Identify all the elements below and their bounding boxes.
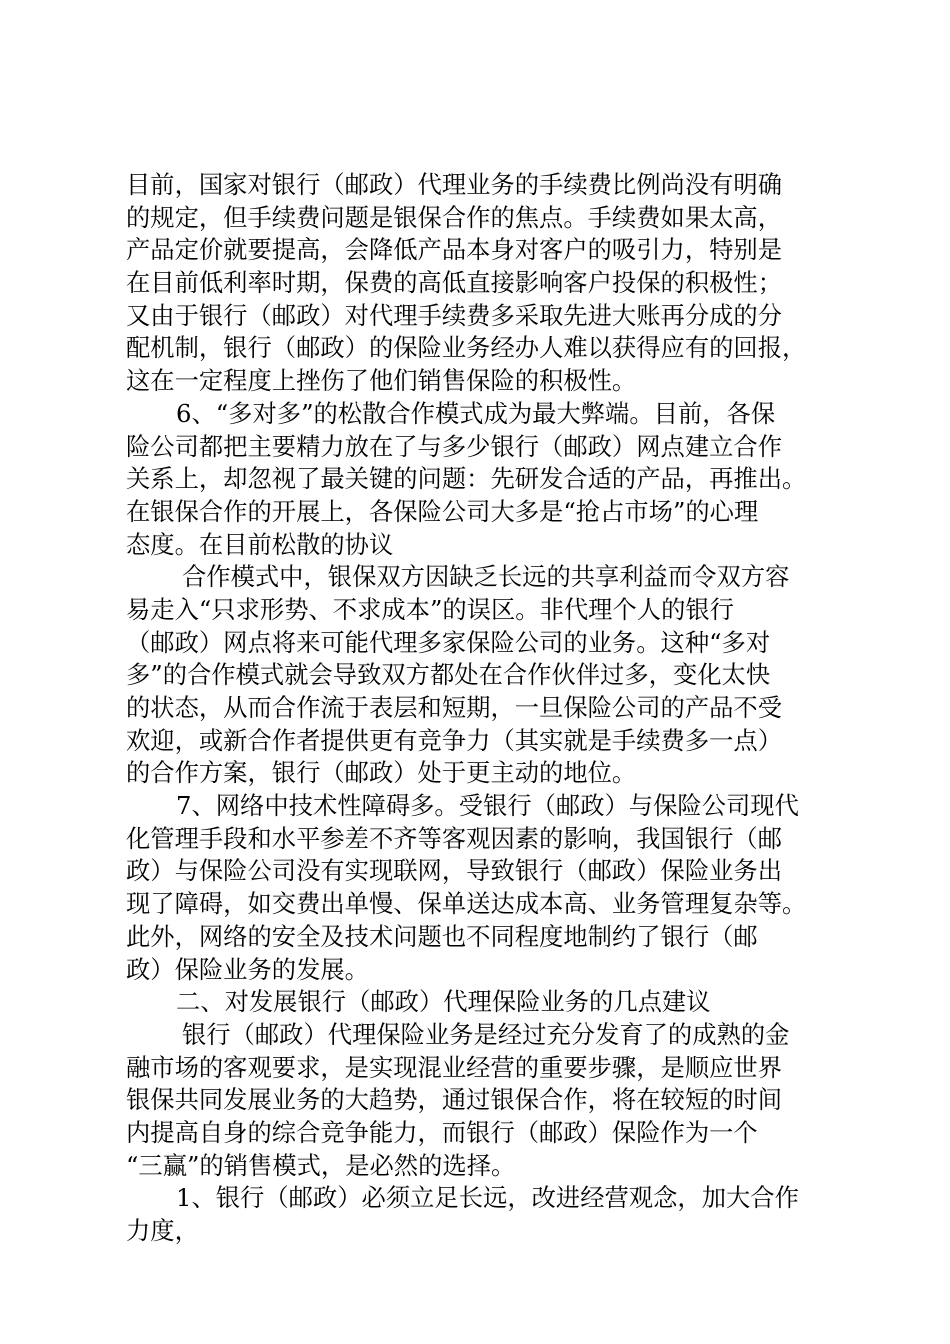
- document-text-line: 1、银行（邮政）必须立足长远，改进经营观念，加大合作: [176, 1183, 799, 1213]
- document-text-body: [126, 169, 846, 1248]
- document-text-line: 又由于银行（邮政）对代理手续费多采取先进大账再分成的分: [126, 300, 783, 330]
- document-text-line: “三赢”的销售模式，是必然的选择。: [126, 1150, 516, 1180]
- document-text-line: 现了障碍，如交费出单慢、保单送达成本高、业务管理复杂等。: [126, 889, 807, 919]
- document-text-line: 政）保险业务的发展。: [126, 954, 369, 984]
- document-text-line: 产品定价就要提高，会降低产品本身对客户的吸引力，特别是: [126, 235, 783, 265]
- document-text-line: 合作模式中，银保双方因缺乏长远的共享利益而令双方容: [182, 562, 790, 592]
- document-text-line: 的合作方案，银行（邮政）处于更主动的地位。: [126, 758, 637, 788]
- document-text-line: 政）与保险公司没有实现联网，导致银行（邮政）保险业务出: [126, 856, 783, 886]
- document-text-line: 力度，: [126, 1216, 199, 1245]
- document-text-line: 7、网络中技术性障碍多。受银行（邮政）与保险公司现代: [176, 791, 799, 821]
- document-text-line: 在目前低利率时期，保费的高低直接影响客户投保的积极性；: [126, 268, 783, 298]
- document-text-line: 内提高自身的综合竞争能力，而银行（邮政）保险作为一个: [126, 1117, 758, 1147]
- document-text-line: 银行（邮政）代理保险业务是经过充分发育了的成熟的金: [182, 1019, 790, 1049]
- document-text-line: 二、对发展银行（邮政）代理保险业务的几点建议: [176, 987, 711, 1017]
- document-text-line: 化管理手段和水平参差不齐等客观因素的影响，我国银行（邮: [126, 823, 783, 853]
- document-text-line: 此外，网络的安全及技术问题也不同程度地制约了银行（邮: [126, 921, 758, 951]
- document-text-line: 这在一定程度上挫伤了他们销售保险的积极性。: [126, 366, 637, 396]
- document-text-line: 态度。在目前松散的协议: [126, 529, 394, 559]
- document-text-line: 配机制，银行（邮政）的保险业务经办人难以获得应有的回报，: [126, 333, 807, 363]
- document-text-line: 的状态，从而合作流于表层和短期，一旦保险公司的产品不受: [126, 693, 783, 722]
- document-text-line: 目前，国家对银行（邮政）代理业务的手续费比例尚没有明确: [126, 170, 783, 199]
- document-text-line: 融市场的客观要求，是实现混业经营的重要步骤，是顺应世界: [126, 1052, 783, 1082]
- document-text-line: （邮政）网点将来可能代理多家保险公司的业务。这种“多对: [126, 627, 771, 657]
- document-text-line: 银保共同发展业务的大趋势，通过银保合作，将在较短的时间: [126, 1085, 783, 1115]
- document-text-line: 多”的合作模式就会导致双方都处在合作伙伴过多，变化太快: [126, 660, 771, 690]
- document-text-line: 险公司都把主要精力放在了与多少银行（邮政）网点建立合作: [126, 431, 783, 461]
- document-text-line: 6、“多对多”的松散合作模式成为最大弊端。目前，各保: [176, 398, 776, 428]
- document-text-line: 关系上，却忽视了最关键的问题：先研发合适的产品，再推出。: [126, 464, 807, 494]
- document-text-line: 欢迎，或新合作者提供更有竞争力（其实就是手续费多一点）: [126, 725, 783, 755]
- document-text-line: 在银保合作的开展上，各保险公司大多是“抢占市场”的心理: [126, 496, 759, 526]
- document-text-line: 易走入“只求形势、不求成本”的误区。非代理个人的银行: [126, 594, 734, 624]
- document-text-line: 的规定，但手续费问题是银保合作的焦点。手续费如果太高，: [126, 202, 783, 232]
